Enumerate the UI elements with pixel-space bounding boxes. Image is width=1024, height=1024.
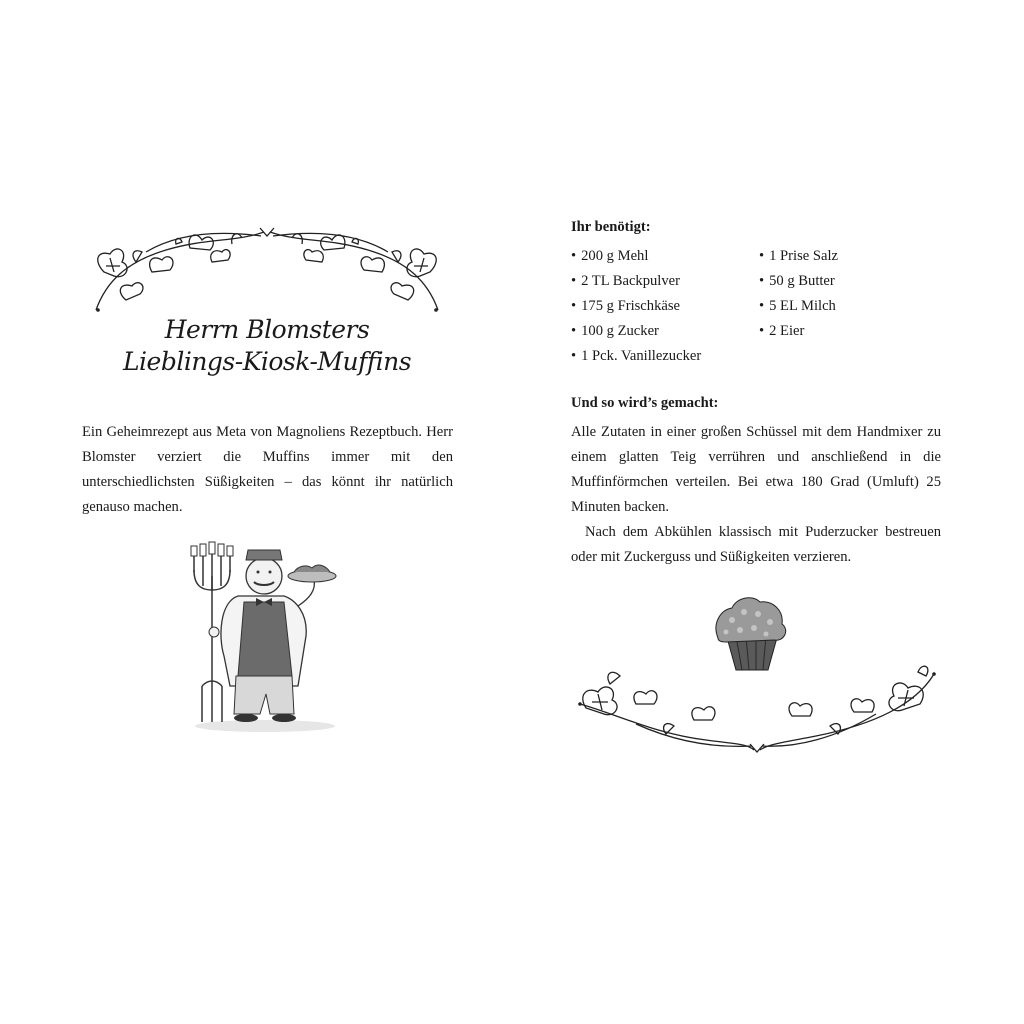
list-item: • 175 g Frischkäse — [571, 294, 701, 319]
method-paragraph-1: Alle Zutaten in einer großen Schüssel mit dem Handmixer zu einem glatten Teig verrühren und anschließend in die Muffinförmchen verteilen. Bei etwa 180 Grad (Umluft) 25 Minuten backen. — [571, 424, 941, 515]
ingredients-heading: Ihr benötigt: — [571, 219, 651, 235]
list-item: • 5 EL Milch — [759, 294, 838, 319]
list-item: • 50 g Butter — [759, 269, 838, 294]
list-item: • 2 TL Backpulver — [571, 269, 701, 294]
ingredients-list-col2 — [759, 244, 838, 344]
ingredients-list-col1 — [571, 244, 701, 369]
muffin-icon — [712, 594, 790, 674]
shopkeeper-illustration-icon — [180, 536, 350, 736]
recipe-title-line2: Lieblings-Kiosk-Muffins — [122, 347, 412, 376]
list-item: • 1 Prise Salz — [759, 244, 838, 269]
method-heading: Und so wird’s gemacht: — [571, 395, 719, 411]
recipe-title-line1: Herrn Blomsters — [164, 315, 370, 344]
list-item: • 1 Pck. Vanillezucker — [571, 344, 701, 369]
list-item: • 200 g Mehl — [571, 244, 701, 269]
magnolia-vine-arch-icon — [86, 222, 448, 314]
method-paragraph-2: Nach dem Abkühlen klassisch mit Puderzucker bestreuen oder mit Zuckerguss und Süßigkeiten verzieren. — [571, 524, 941, 565]
magnolia-vine-garland-icon — [576, 664, 938, 754]
method-text — [571, 420, 941, 570]
list-item: • 2 Eier — [759, 319, 838, 344]
intro-text — [82, 420, 453, 520]
recipe-title — [82, 314, 452, 378]
list-item: • 100 g Zucker — [571, 319, 701, 344]
intro-paragraph: Ein Geheimrezept aus Meta von Magnoliens Rezeptbuch. Herr Blomster verziert die Muffins immer mit den unterschiedlichsten Süßigkeiten – das könnt ihr natürlich genauso machen. — [82, 424, 453, 515]
